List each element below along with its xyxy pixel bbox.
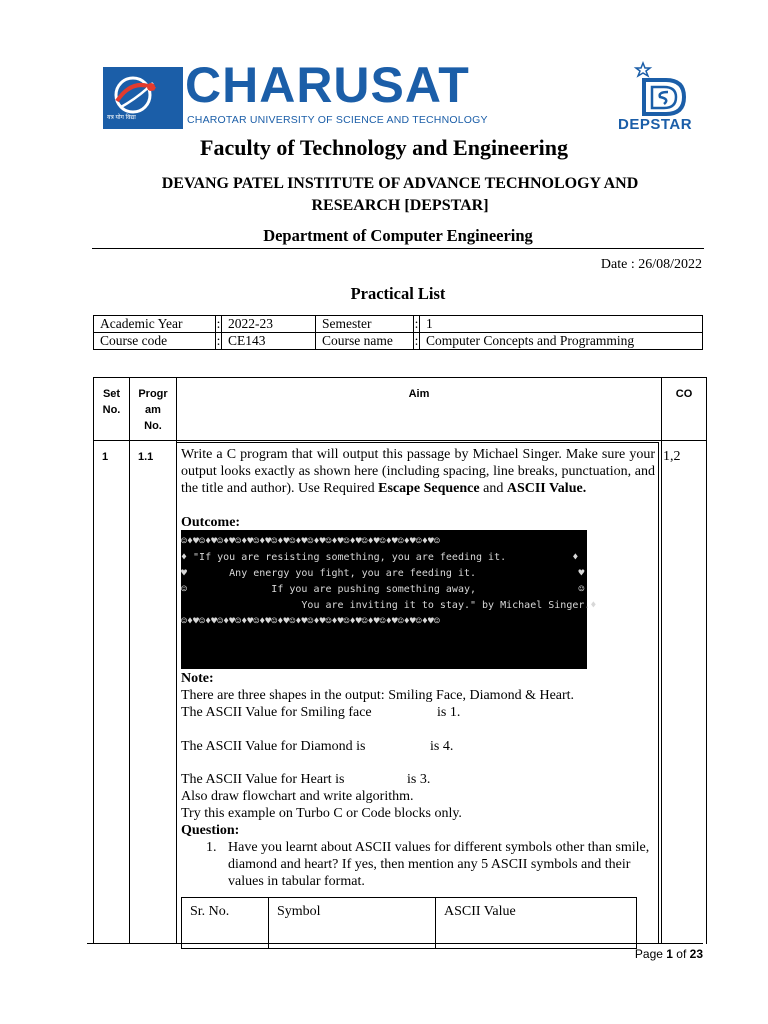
note-line: Try this example on Turbo C or Code blocks only. (181, 806, 462, 821)
course-name-label: Course name (316, 333, 414, 350)
course-name-value: Computer Concepts and Programming (420, 333, 703, 350)
outcome-label: Outcome: (181, 515, 241, 530)
department-title: Department of Computer Engineering (263, 226, 533, 245)
header-text: No. (102, 404, 121, 416)
note-line: The ASCII Value for Diamond is (181, 739, 366, 754)
console-output-text: ☺♦♥☺♦♥☺♦♥☺♦♥☺♦♥☺♦♥☺♦♥☺♦♥☺♦♥☺♦♥☺♦♥☺♦♥☺♦♥☺♦♥☺ ♦ "If you are resisting something, you are feeding it. ♦ ♥ Any energy you fight, you are feeding it. ♥ ☺ If you are pushing something away, ☺ You are inviting it to stay." by Michael Singer.♦ ☺♦♥☺♦♥☺♦♥☺♦♥☺♦♥☺♦♥☺♦♥☺♦♥☺♦♥☺♦♥☺♦♥☺♦♥☺♦♥☺♦♥☺ (181, 536, 597, 627)
co-value: 1,2 (663, 449, 681, 464)
academic-year-value: 2022-23 (222, 316, 316, 333)
note-label: Note: (181, 671, 214, 686)
header-text: am (145, 404, 161, 416)
header-divider (92, 248, 704, 249)
aim-emphasis: ASCII Value. (506, 481, 587, 496)
depstar-emblem-icon (630, 60, 702, 116)
aim-text: and (479, 481, 507, 496)
separator: : (414, 333, 419, 348)
separator: : (216, 316, 221, 331)
aim-header: Aim (408, 388, 430, 400)
document-date: Date : 26/08/2022 (600, 257, 702, 272)
institute-line-2: RESEARCH [DEPSTAR] (311, 197, 489, 214)
ascii-symbol-table (181, 897, 637, 949)
question-label: Question: (181, 823, 240, 838)
page-number (635, 947, 703, 961)
page-total: 23 (689, 947, 703, 961)
symbol-header: Symbol (269, 898, 436, 949)
aim-text: Write a C program that will output this passage by Michael Singer. Make sure your output looks exactly as shown here (including spacing, line breaks, punctuation, and the title and author). Use Required (181, 447, 655, 496)
note-line: The ASCII Value for Heart is (181, 772, 345, 787)
page-current: 1 (666, 947, 673, 961)
course-code-value: CE143 (222, 333, 316, 350)
practical-list-heading: Practical List (350, 284, 446, 303)
question-number: 1. (206, 840, 217, 855)
depstar-wordmark: DEPSTAR (618, 116, 693, 133)
header-row-divider (94, 440, 706, 441)
column-divider (129, 378, 130, 944)
aim-emphasis: Escape Sequence (378, 481, 480, 496)
aim-description (181, 446, 655, 497)
set-no-value: 1 (102, 451, 109, 463)
separator: : (216, 333, 221, 348)
institute-title (100, 173, 700, 217)
logo-tagline: यत्र योग विद्या (107, 115, 136, 121)
separator: : (414, 316, 419, 331)
table-row (94, 333, 703, 350)
note-line: There are three shapes in the output: Smiling Face, Diamond & Heart. (181, 688, 575, 703)
note-line-value: is 3. (407, 772, 431, 787)
set-no-header (94, 386, 129, 418)
faculty-title: Faculty of Technology and Engineering (200, 135, 568, 160)
header-text: Set (102, 388, 121, 400)
ascii-value-header: ASCII Value (436, 898, 637, 949)
charusat-subtitle: CHAROTAR UNIVERSITY OF SCIENCE AND TECHNOLOGY (187, 114, 488, 126)
co-header: CO (675, 388, 693, 400)
page-of: of (672, 947, 690, 961)
course-code-label: Course code (94, 333, 216, 350)
academic-year-label: Academic Year (94, 316, 216, 333)
table-row (182, 898, 637, 949)
course-info-table (93, 315, 703, 350)
note-line-value: is 4. (430, 739, 454, 754)
institute-line-1: DEVANG PATEL INSTITUTE OF ADVANCE TECHNOLOGY AND (161, 175, 639, 192)
header-text: Progr (138, 388, 168, 400)
semester-label: Semester (316, 316, 414, 333)
table-row (94, 316, 703, 333)
program-no-header (130, 386, 176, 434)
header-text: No. (144, 420, 162, 432)
column-divider (661, 378, 662, 944)
note-line: The ASCII Value for Smiling face (181, 705, 372, 720)
page-label: Page (634, 947, 667, 961)
note-line: Also draw flowchart and write algorithm. (181, 789, 414, 804)
semester-value: 1 (420, 316, 703, 333)
note-line-value: is 1. (437, 705, 461, 720)
console-output-screenshot (181, 530, 597, 669)
footer-divider (87, 943, 703, 944)
question-text: Have you learnt about ASCII values for different symbols other than smile, diamond and heart? If yes, then mention any 5 ASCII symbols and their values in tabular format. (228, 840, 650, 889)
charusat-wordmark: CHARUSAT (185, 57, 470, 113)
program-no-value: 1.1 (138, 451, 154, 463)
sr-no-header: Sr. No. (182, 898, 269, 949)
